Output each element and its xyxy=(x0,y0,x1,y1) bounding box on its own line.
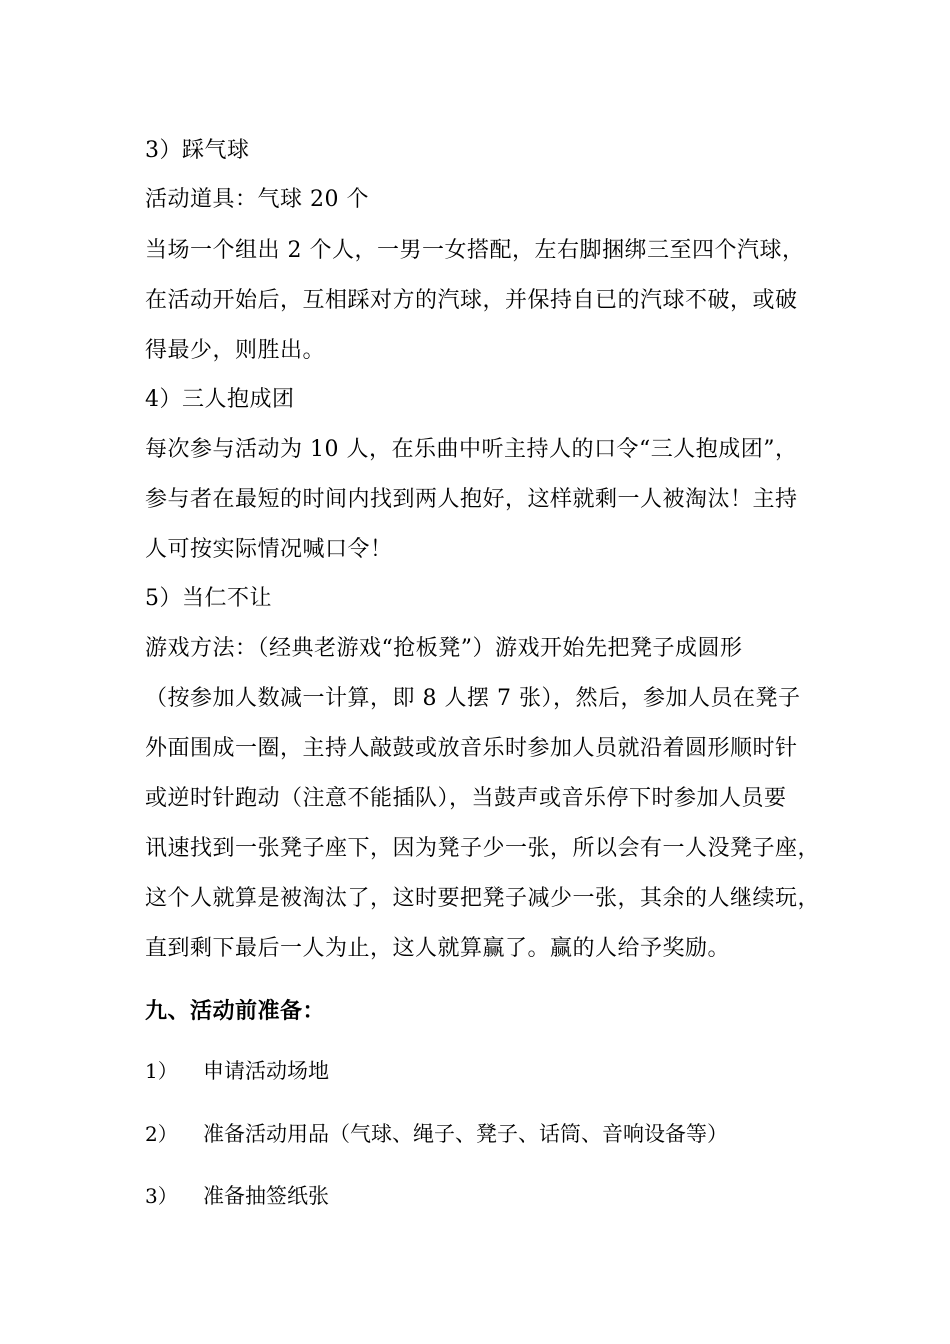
paragraph-line: 参与者在最短的时间内找到两人抱好，这样就剩一人被淘汰！主持 xyxy=(145,487,798,512)
paragraph-line: 直到剩下最后一人为止，这人就算赢了。赢的人给予奖励。 xyxy=(145,936,731,961)
game-title-chairs: 5）当仁不让 xyxy=(145,586,272,611)
section-heading: 九、活动前准备： xyxy=(145,999,326,1024)
paragraph-line: 每次参与活动为 10 人，在乐曲中听主持人的口令“三人抱成团”， xyxy=(145,437,798,462)
paragraph-line: 当场一个组出 2 个人，一男一女搭配，左右脚捆绑三至四个汽球， xyxy=(145,238,805,263)
paragraph-line: （按参加人数减一计算，即 8 人摆 7 张），然后，参加人员在凳子 xyxy=(145,686,801,711)
game-props-balloon: 活动道具：气球 20 个 xyxy=(145,187,369,212)
paragraph-line: 人可按实际情况喊口令！ xyxy=(145,537,393,562)
paragraph-line: 讯速找到一张凳子座下，因为凳子少一张，所以会有一人没凳子座， xyxy=(145,836,821,861)
paragraph-line: 这个人就算是被淘汰了，这时要把凳子减少一张，其余的人继续玩， xyxy=(145,886,821,911)
list-item-text: 准备抽签纸张 xyxy=(203,1184,329,1208)
list-item-text: 申请活动场地 xyxy=(203,1059,329,1083)
paragraph-line: 或逆时针跑动（注意不能插队），当鼓声或音乐停下时参加人员要 xyxy=(145,786,787,811)
list-item-number: 2） xyxy=(145,1122,178,1146)
game-title-balloon: 3）踩气球 xyxy=(145,138,250,163)
list-item-text: 准备活动用品（气球、绳子、凳子、话筒、音响设备等） xyxy=(203,1122,728,1146)
paragraph-line: 游戏方法：（经典老游戏“抢板凳”）游戏开始先把凳子成圆形 xyxy=(145,636,743,661)
game-title-hug: 4）三人抱成团 xyxy=(145,387,295,412)
paragraph-line: 外面围成一圈，主持人敲鼓或放音乐时参加人员就沿着圆形顺时针 xyxy=(145,736,798,761)
list-item-number: 1） xyxy=(145,1059,178,1083)
paragraph-line: 在活动开始后，互相踩对方的汽球，并保持自已的汽球不破，或破 xyxy=(145,288,798,313)
list-item-number: 3） xyxy=(145,1184,178,1208)
paragraph-line: 得最少，则胜出。 xyxy=(145,338,326,363)
